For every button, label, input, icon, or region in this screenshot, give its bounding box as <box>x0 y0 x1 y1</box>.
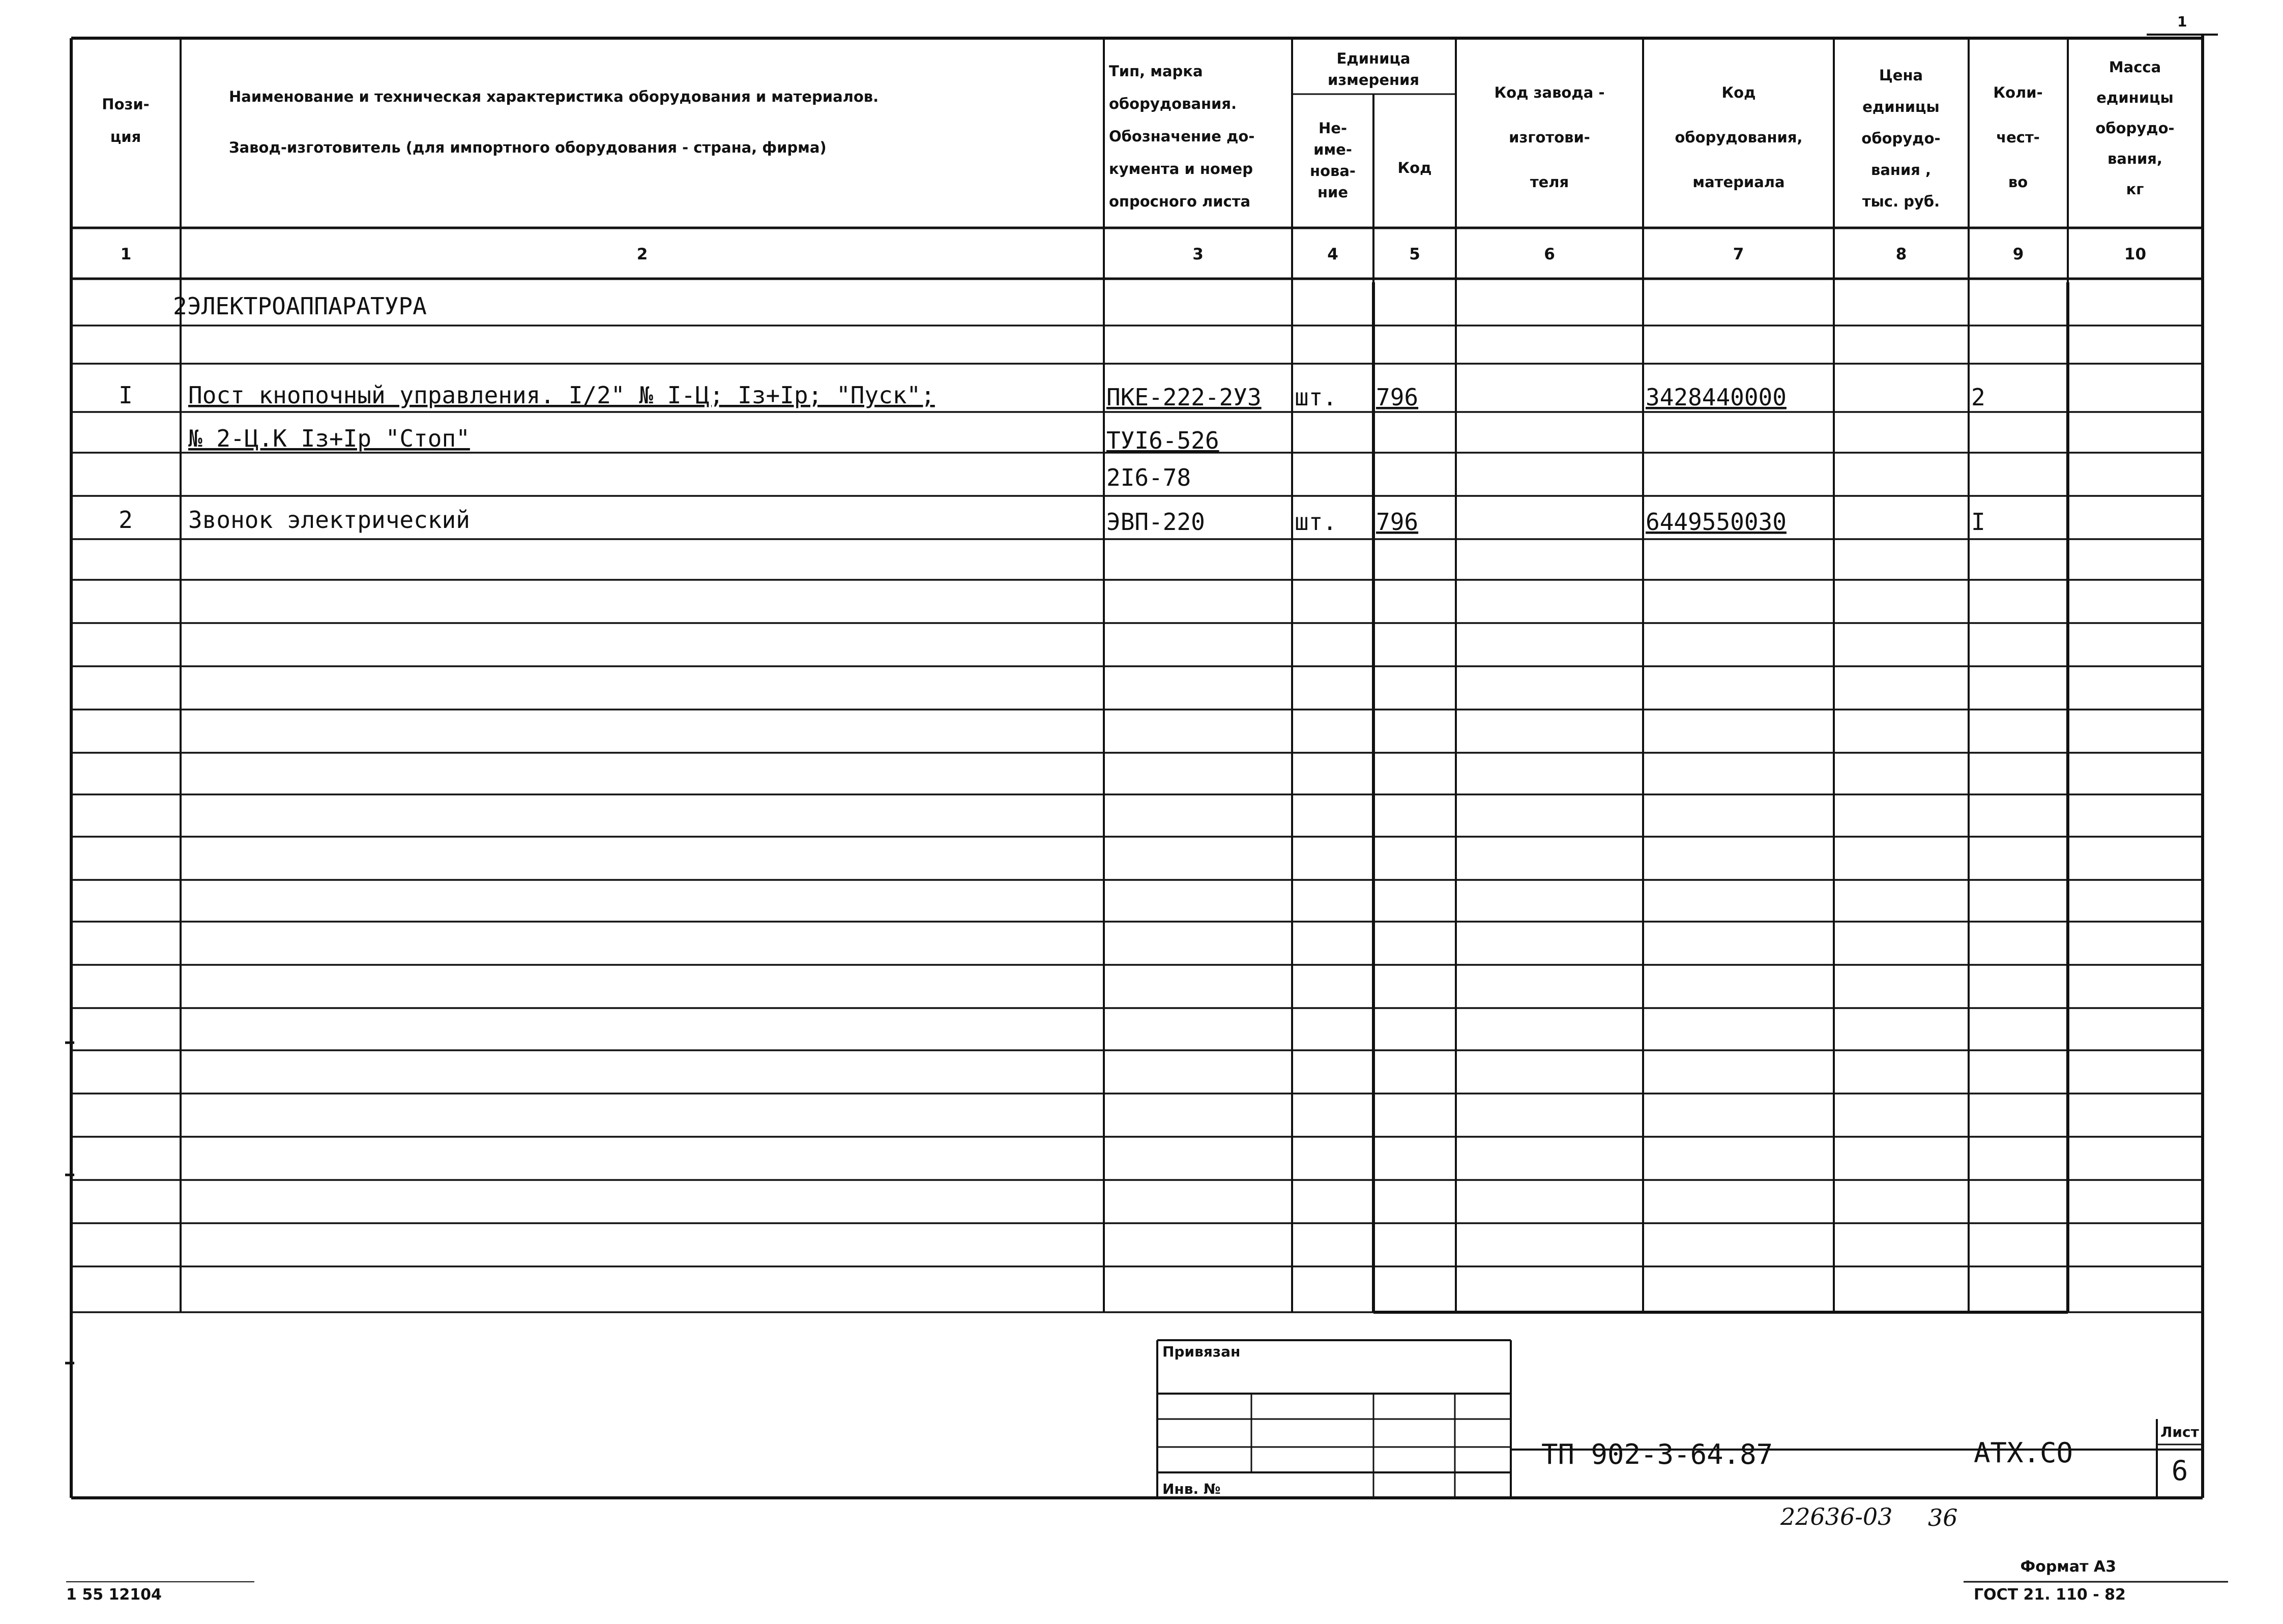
row-equipment-code: 3428440000 <box>1646 383 1787 411</box>
column-number: 4 <box>1327 245 1338 263</box>
header-mass: единицы <box>2096 89 2174 106</box>
header-price: Цена <box>1879 67 1923 84</box>
row-type: ПКЕ-222-2У3 <box>1106 383 1262 411</box>
page-marker: 1 <box>2177 13 2187 30</box>
row-quantity: I <box>1971 508 1985 536</box>
header-unit-code: Код <box>1397 159 1432 176</box>
footer-gost: ГОСТ 21. 110 - 82 <box>1974 1586 2126 1604</box>
column-number: 5 <box>1409 245 1420 263</box>
row-unit: шт. <box>1295 383 1337 411</box>
row-equipment-code: 6449550030 <box>1646 508 1787 536</box>
header-name: Завод-изготовитель (для импортного оборудования - страна, фирма) <box>229 139 827 156</box>
row-unit-code: 796 <box>1376 383 1419 411</box>
row-type: 2I6-78 <box>1106 464 1191 491</box>
row-type: ТУI6-526 <box>1106 427 1219 454</box>
header-equipment-code: материала <box>1692 173 1785 191</box>
handwritten-archive-number: 22636-03 <box>1780 1503 1893 1530</box>
table-grid <box>65 35 2228 1582</box>
stamp-sheet-label: Лист <box>2160 1424 2199 1440</box>
header-mass: оборудо- <box>2095 120 2175 137</box>
header-unit-name: нова- <box>1310 162 1356 180</box>
stamp-inv-label: Инв. № <box>1162 1481 1221 1497</box>
header-manufacturer-code: Код завода - <box>1494 84 1605 101</box>
header-price: вания , <box>1870 161 1931 179</box>
header-manufacturer-code: теля <box>1530 173 1569 191</box>
header-name: Наименование и техническая характеристика оборудования и материалов. <box>229 88 879 105</box>
stamp-sheet-number: 6 <box>2171 1455 2188 1487</box>
header-mass: Масса <box>2109 58 2161 76</box>
table-text <box>66 13 2200 1604</box>
header-type: опросного листа <box>1109 193 1251 210</box>
header-position: Пози- <box>102 96 150 113</box>
header-equipment-code: Код <box>1721 84 1756 101</box>
header-type: Обозначение до- <box>1109 128 1255 145</box>
row-position: I <box>119 381 133 409</box>
stamp-document-code: АТХ.СО <box>1974 1437 2073 1469</box>
header-position: ция <box>110 128 141 145</box>
header-unit-group: измерения <box>1328 71 1419 88</box>
row-name: № 2-Ц.К Iз+Iр "Стоп" <box>188 425 470 452</box>
column-number: 7 <box>1733 245 1744 263</box>
header-manufacturer-code: изготови- <box>1509 129 1590 146</box>
header-unit-group: Единица <box>1336 50 1411 67</box>
row-type: ЭВП-220 <box>1106 508 1205 536</box>
header-mass: вания, <box>2108 150 2162 167</box>
row-name: Пост кнопочный управления. I/2" № I-Ц; Iз+Iр; "Пуск"; <box>188 381 935 409</box>
column-number: 8 <box>1895 245 1907 263</box>
header-price: единицы <box>1862 98 1940 115</box>
header-type: кумента и номер <box>1109 160 1253 178</box>
header-equipment-code: оборудования, <box>1675 129 1803 146</box>
header-type: оборудования. <box>1109 95 1237 112</box>
row-quantity: 2 <box>1971 383 1985 411</box>
row-name: Звонок электрический <box>188 506 470 534</box>
header-price: тыс. руб. <box>1862 193 1940 210</box>
row-unit: шт. <box>1295 508 1337 536</box>
header-unit-name: Не- <box>1319 120 1347 137</box>
stamp-document-number: ТП 902-3-64.87 <box>1541 1438 1773 1470</box>
header-mass: кг <box>2126 181 2144 198</box>
column-number: 10 <box>2124 245 2147 263</box>
column-number: 2 <box>636 245 648 263</box>
row-position: 2 <box>119 506 133 534</box>
column-number: 3 <box>1192 245 1204 263</box>
column-number: 9 <box>2012 245 2024 263</box>
header-type: Тип, марка <box>1109 63 1203 80</box>
footer-left-code: 1 55 12104 <box>66 1586 162 1604</box>
header-quantity: во <box>2008 173 2028 191</box>
section-title: ЭЛЕКТРОАППАРАТУРА <box>187 292 427 320</box>
header-unit-name: име- <box>1313 141 1352 158</box>
header-unit-name: ние <box>1317 184 1349 201</box>
handwritten-page-number: 36 <box>1928 1504 1958 1531</box>
column-number: 1 <box>120 245 132 263</box>
header-price: оборудо- <box>1861 130 1941 147</box>
stamp-attached-label: Привязан <box>1162 1343 1241 1360</box>
header-quantity: Коли- <box>1993 84 2043 101</box>
column-number: 6 <box>1544 245 1555 263</box>
footer-format: Формат А3 <box>2020 1558 2116 1576</box>
section-prefix: 2 <box>173 292 187 320</box>
row-unit-code: 796 <box>1376 508 1419 536</box>
header-quantity: чест- <box>1996 129 2040 146</box>
